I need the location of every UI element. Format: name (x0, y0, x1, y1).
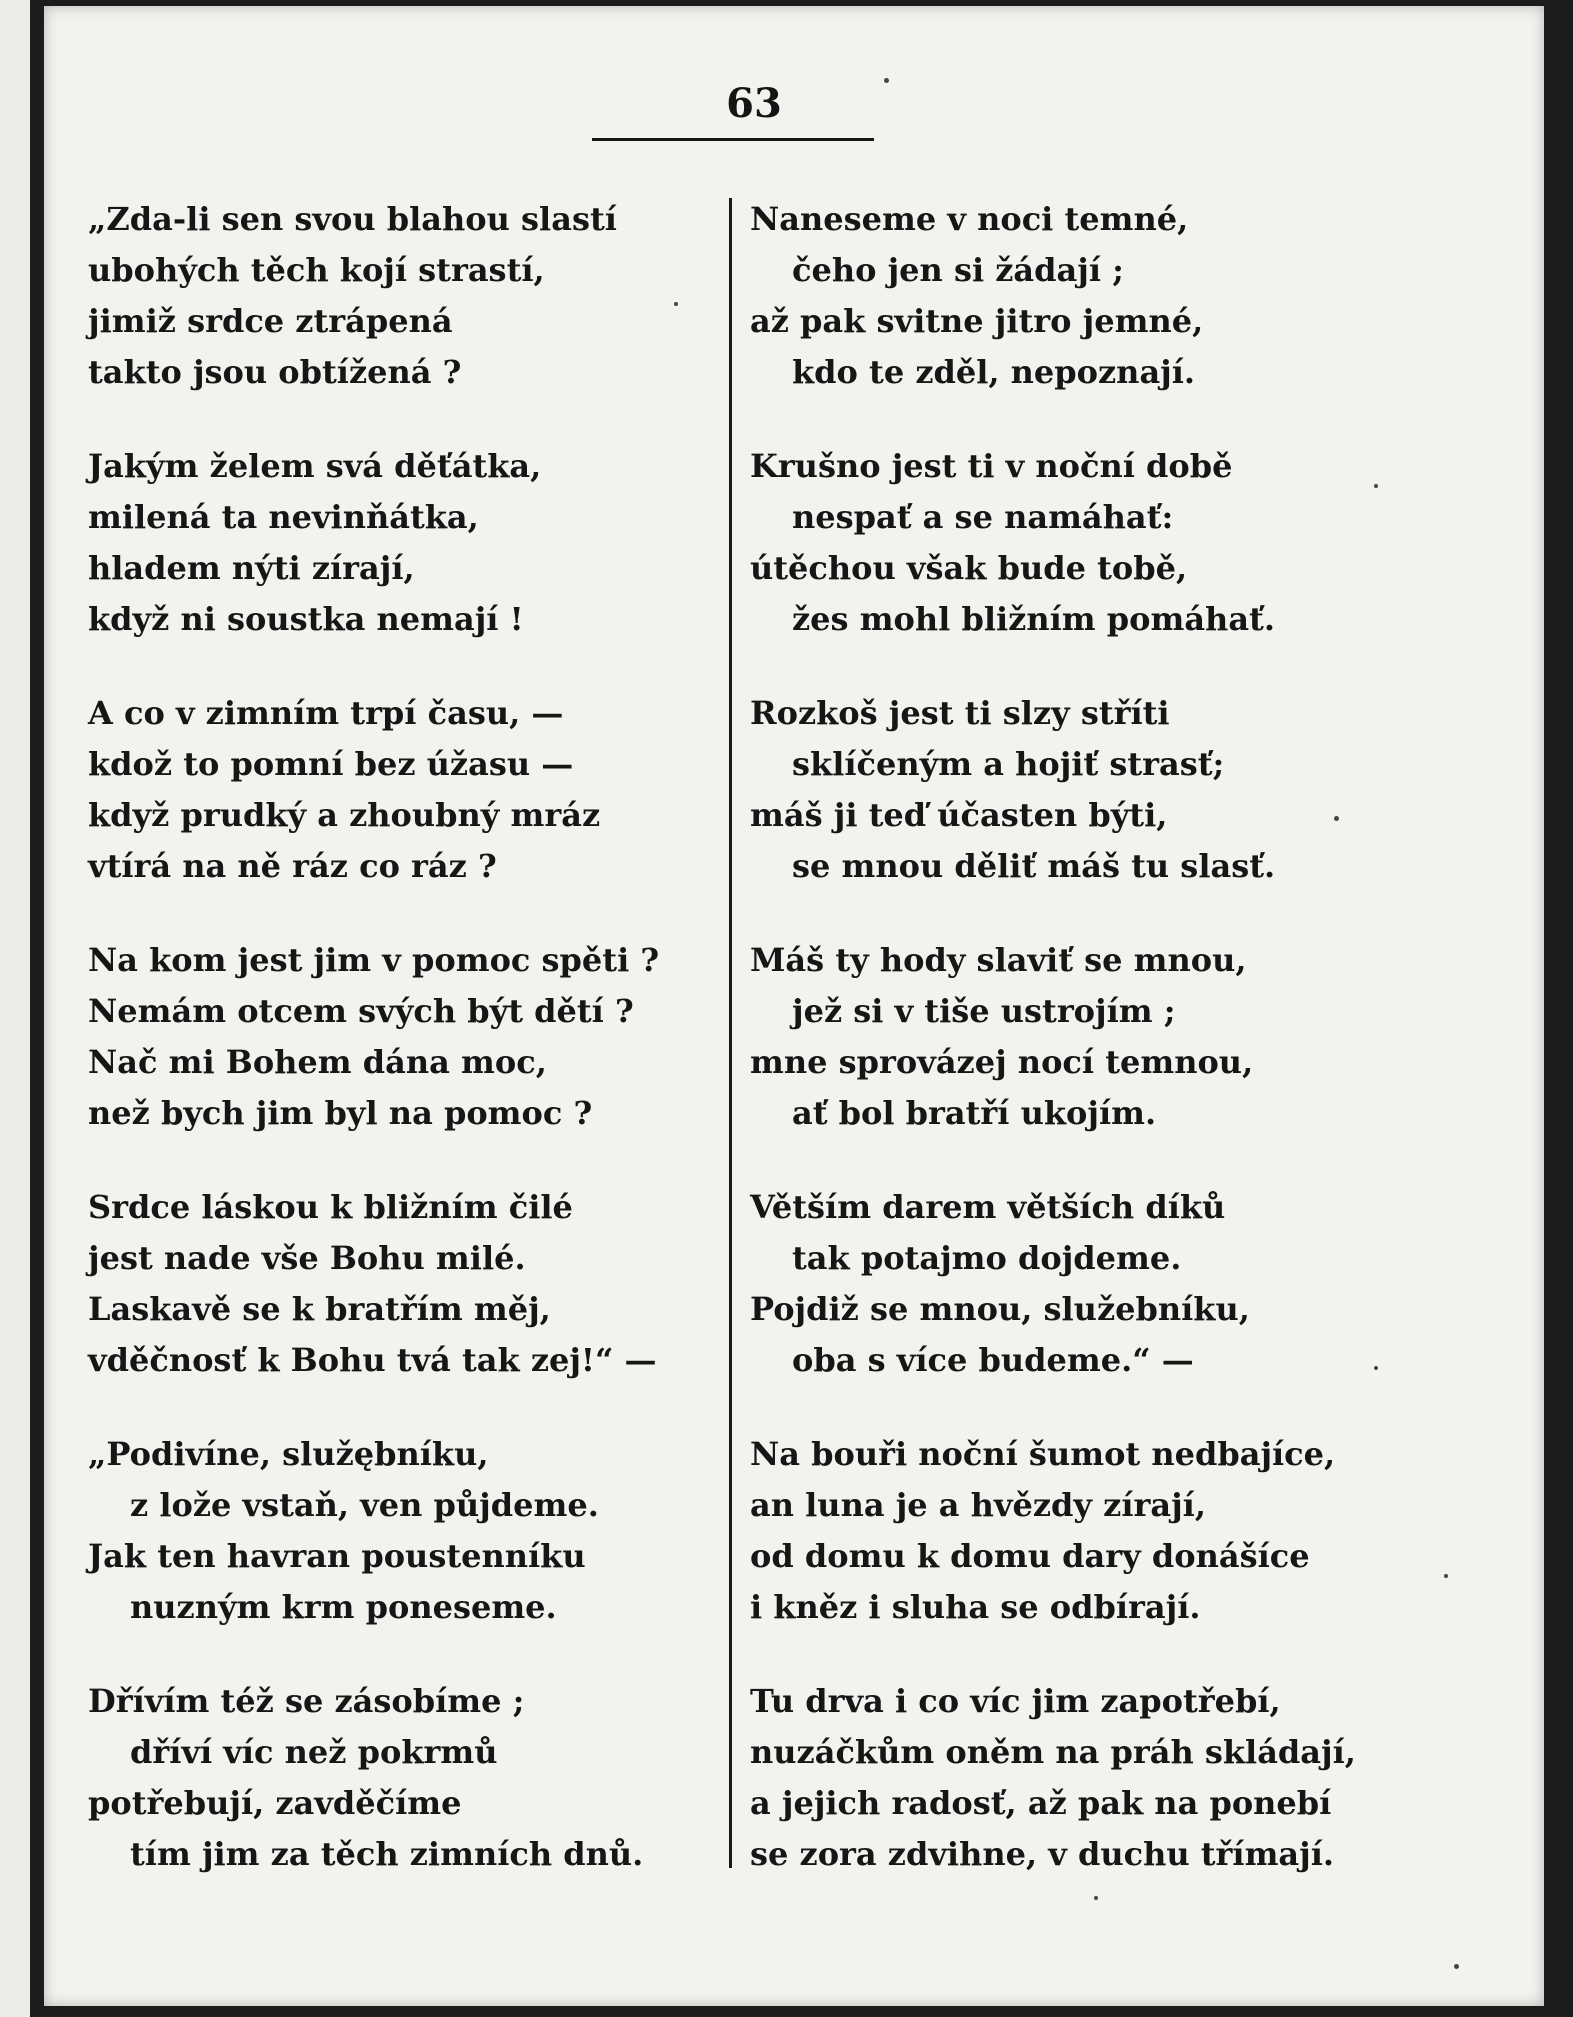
stanza (88, 1676, 728, 1880)
stanza (750, 688, 1430, 892)
facing-page-edge (0, 0, 30, 2017)
verse-line: tím jim za těch zimních dnů. (130, 1835, 644, 1873)
verse-line: Pojdiž se mnou, služebníku, (750, 1290, 1250, 1328)
verse-line: Rozkoš jest ti slzy stříti (750, 694, 1170, 732)
print-speck (1094, 1896, 1098, 1900)
print-speck (1374, 1366, 1378, 1370)
verse-line: kdož to pomní bez úžasu — (88, 745, 574, 783)
stanza (750, 935, 1430, 1139)
verse-line: než bych jim byl na pomoc ? (88, 1094, 593, 1132)
verse-line: až pak svitne jitro jemné, (750, 302, 1204, 340)
verse-line: útěchou však bude tobě, (750, 549, 1188, 587)
verse-line: čeho jen si žádají ; (792, 251, 1124, 289)
verse-line: Tu drva i co víc jim zapotřebí, (750, 1682, 1281, 1720)
verse-line: Na kom jest jim v pomoc spěti ? (88, 941, 660, 979)
header-rule (592, 138, 874, 141)
verse-line: i kněz i sluha se odbírají. (750, 1588, 1201, 1626)
print-speck (1374, 484, 1378, 488)
verse-line: Krušno jest ti v noční době (750, 447, 1233, 485)
verse-line: oba s více budeme.“ — (792, 1341, 1194, 1379)
verse-line: Jak ten havran poustenníku (88, 1537, 586, 1575)
verse-line: jest nade vše Bohu milé. (88, 1239, 526, 1277)
stanza (750, 1676, 1430, 1880)
verse-line: z lože vstaň, ven půjdeme. (130, 1486, 599, 1524)
verse-line: Naneseme v noci temné, (750, 200, 1189, 238)
verse-line: sklíčeným a hojiť strasť; (792, 745, 1225, 783)
verse-line: „Zda-li sen svou blahou slastí (88, 200, 617, 238)
verse-line: ubohých těch kojí strastí, (88, 251, 545, 289)
verse-line: Jakým želem svá děťátka, (88, 447, 542, 485)
verse-line: nuzáčkům oněm na práh skládají, (750, 1733, 1356, 1771)
stanza (88, 688, 728, 892)
print-speck (674, 302, 678, 306)
stanza (88, 194, 728, 398)
verse-line: dříví víc než pokrmů (130, 1733, 498, 1771)
stanza (750, 1182, 1430, 1386)
verse-line: vděčnosť k Bohu tvá tak zej!“ — (88, 1341, 657, 1379)
verse-line: Nemám otcem svých být dětí ? (88, 992, 634, 1030)
right-poem-column (750, 194, 1430, 1923)
verse-line: „Podivíne, služębníku, (88, 1435, 489, 1473)
column-divider (729, 198, 732, 1868)
stanza (750, 194, 1430, 398)
book-page (44, 6, 1544, 2006)
verse-line: Na bouři noční šumot nedbajíce, (750, 1435, 1336, 1473)
verse-line: jimiž srdce ztrápená (88, 302, 453, 340)
left-poem-column (88, 194, 728, 1923)
stanza (88, 1182, 728, 1386)
verse-line: mne sprovázej nocí temnou, (750, 1043, 1254, 1081)
stanza (88, 935, 728, 1139)
verse-line: an luna je a hvězdy zírají, (750, 1486, 1206, 1524)
verse-line: se mnou děliť máš tu slasť. (792, 847, 1276, 885)
verse-line: Srdce láskou k bližním čilé (88, 1188, 573, 1226)
verse-line: nuzným krm poneseme. (130, 1588, 557, 1626)
verse-line: žes mohl bližním pomáhať. (792, 600, 1275, 638)
stanza (750, 441, 1430, 645)
verse-line: když ni soustka nemají ! (88, 600, 524, 638)
verse-line: vtírá na ně ráz co ráz ? (88, 847, 497, 885)
page-number: 63 (726, 80, 782, 127)
verse-line: Máš ty hody slaviť se mnou, (750, 941, 1247, 979)
verse-line: potřebují, zavděčíme (88, 1784, 462, 1822)
verse-line: Nač mi Bohem dána moc, (88, 1043, 547, 1081)
print-speck (1334, 816, 1339, 821)
verse-line: Laskavě se k bratřím měj, (88, 1290, 551, 1328)
verse-line: a jejich radosť, až pak na ponebí (750, 1784, 1332, 1822)
print-speck (884, 78, 889, 83)
verse-line: když prudký a zhoubný mráz (88, 796, 601, 834)
verse-line: tak potajmo dojdeme. (792, 1239, 1182, 1277)
verse-line: Dřívím též se zásobíme ; (88, 1682, 525, 1720)
verse-line: hladem nýti zírají, (88, 549, 415, 587)
stanza (88, 441, 728, 645)
verse-line: milená ta nevinňátka, (88, 498, 479, 536)
verse-line: se zora zdvihne, v duchu třímají. (750, 1835, 1335, 1873)
verse-line: ať bol bratří ukojím. (792, 1094, 1157, 1132)
print-speck (1454, 1964, 1459, 1969)
verse-line: jež si v tiše ustrojím ; (792, 992, 1176, 1030)
verse-line: nespať a se namáhať: (792, 498, 1174, 536)
verse-line: od domu k domu dary donášíce (750, 1537, 1310, 1575)
verse-line: kdo te zděl, nepoznají. (792, 353, 1196, 391)
verse-line: máš ji teď účasten býti, (750, 796, 1168, 834)
verse-line: takto jsou obtížená ? (88, 353, 462, 391)
verse-line: A co v zimním trpí času, — (88, 694, 564, 732)
print-speck (1444, 1574, 1448, 1578)
stanza (88, 1429, 728, 1633)
verse-line: Větším darem větších díků (750, 1188, 1226, 1226)
stanza (750, 1429, 1430, 1633)
